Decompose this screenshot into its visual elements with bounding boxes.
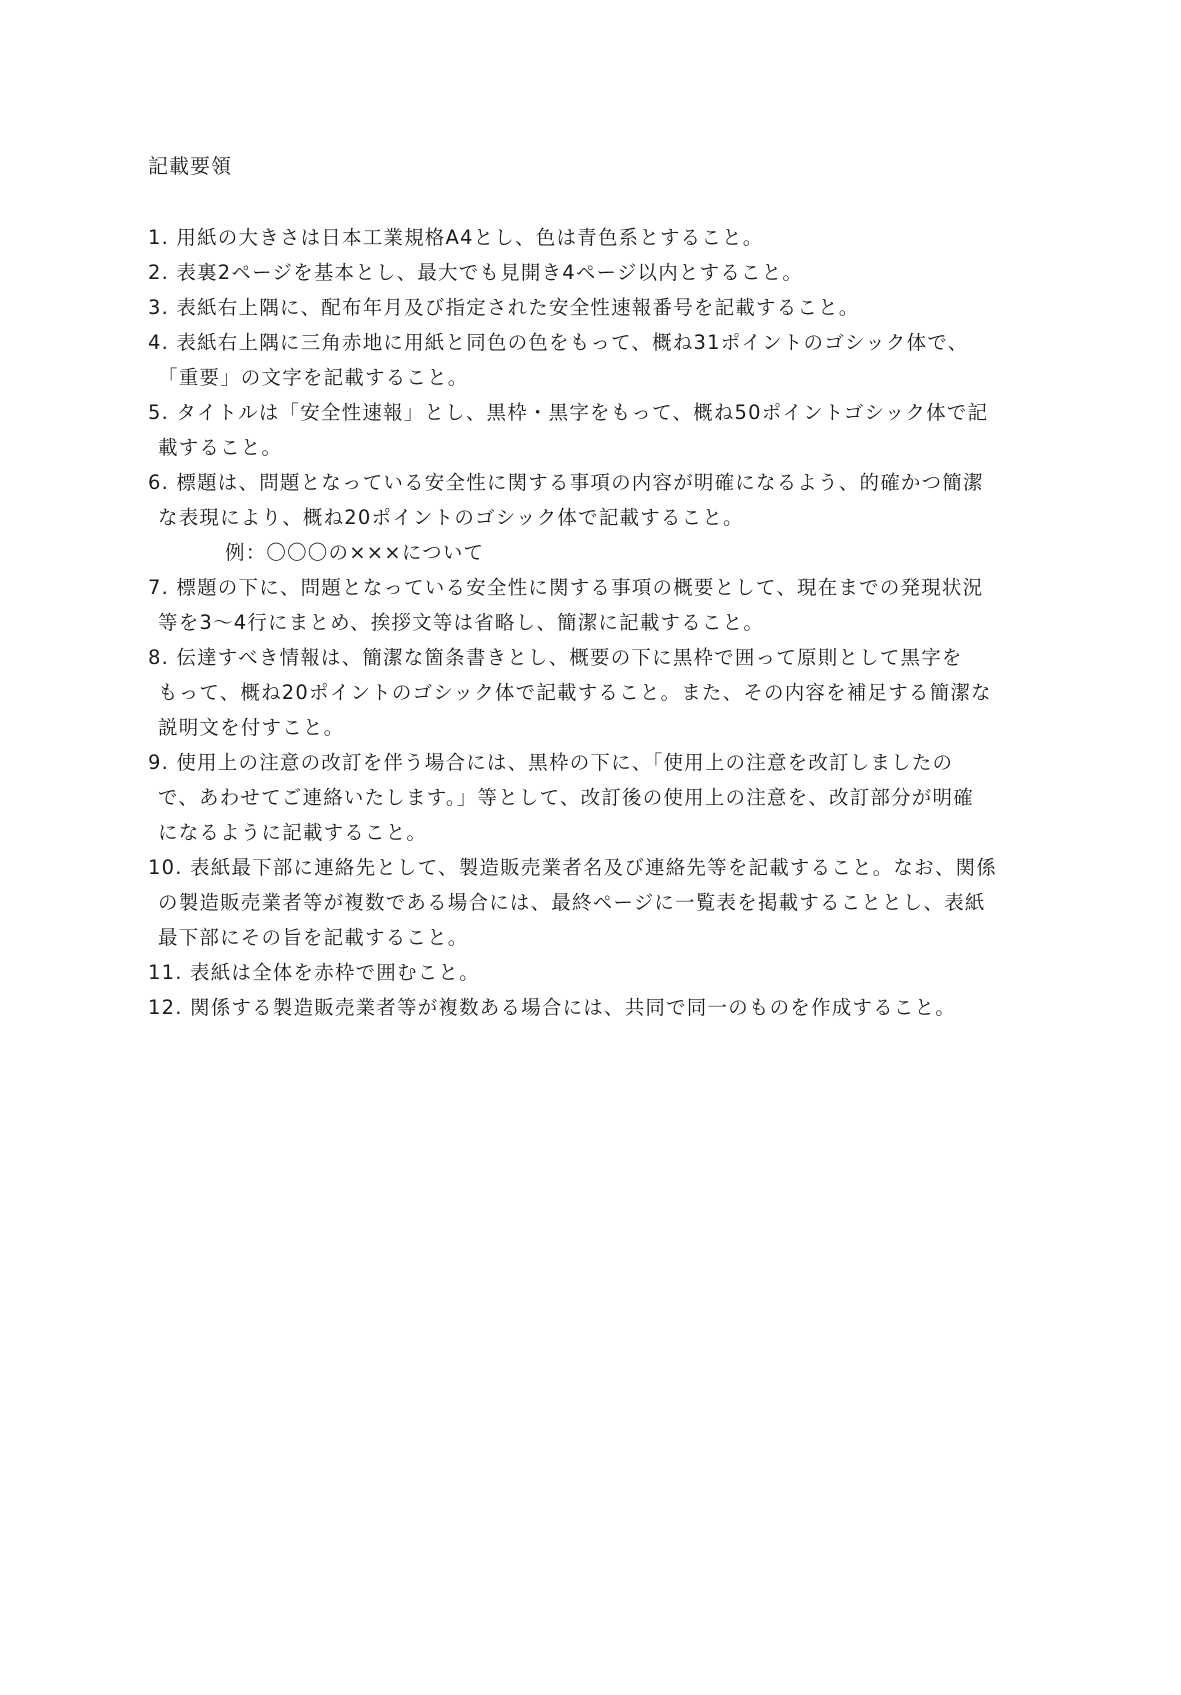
list-item-continuation: もって、概ね20ポイントのゴシック体で記載すること。また、その内容を補足する簡潔な — [158, 681, 992, 704]
list-item-continuation: 等を3～4行にまとめ、挨拶文等は省略し、簡潔に記載すること。 — [158, 611, 765, 634]
list-item-text: 12. 関係する製造販売業者等が複数ある場合には、共同で同一のものを作成すること。 — [148, 996, 956, 1019]
list-item-continuation: の製造販売業者等が複数である場合には、最終ページに一覧表を掲載することとし、表紙 — [158, 891, 986, 914]
list-item — [148, 745, 1038, 850]
list-item — [148, 395, 1038, 465]
list-item — [148, 990, 1038, 1025]
list-item-continuation: 載すること。 — [158, 436, 283, 459]
example-text: 例：〇〇〇の×××について — [225, 541, 485, 564]
list-item-text: 10. 表紙最下部に連絡先として、製造販売業者名及び連絡先等を記載すること。なお、関係 — [148, 856, 997, 879]
list-item-text: 5. タイトルは「安全性速報」とし、黒枠・黒字をもって、概ね50ポイントゴシック体で記 — [148, 401, 989, 424]
list-item-text: 4. 表紙右上隅に三角赤地に用紙と同色の色をもって、概ね31ポイントのゴシック体で、 — [148, 331, 969, 354]
list-item — [148, 570, 1038, 640]
list-item-continuation: 最下部にその旨を記載すること。 — [158, 926, 469, 949]
list-item-text: 8. 伝達すべき情報は、簡潔な箇条書きとし、概要の下に黒枠で囲って原則として黒字を — [148, 646, 963, 669]
list-item-text: 11. 表紙は全体を赤枠で囲むこと。 — [148, 961, 480, 984]
list-item — [148, 955, 1038, 990]
list-item-text: 6. 標題は、問題となっている安全性に関する事項の内容が明確になるよう、的確かつ簡潔 — [148, 471, 984, 494]
list-item — [148, 465, 1038, 570]
list-item-continuation: な表現により、概ね20ポイントのゴシック体で記載すること。 — [158, 506, 744, 529]
document-title: 記載要領 — [148, 154, 232, 178]
list-item-text: 9. 使用上の注意の改訂を伴う場合には、黒枠の下に、「使用上の注意を改訂しましたの — [148, 751, 954, 774]
list-item — [148, 325, 1038, 395]
list-item — [148, 640, 1038, 745]
list-item — [148, 850, 1038, 955]
list-item-text: 1. 用紙の大きさは日本工業規格A4とし、色は青色系とすること。 — [148, 226, 764, 249]
instruction-list — [148, 220, 1038, 1025]
list-item-text: 7. 標題の下に、問題となっている安全性に関する事項の概要として、現在までの発現状況 — [148, 576, 984, 599]
list-item-continuation: 説明文を付すこと。 — [158, 716, 345, 739]
list-item — [148, 255, 1038, 290]
list-item-continuation: になるように記載すること。 — [158, 821, 428, 844]
list-item-text: 3. 表紙右上隅に、配布年月及び指定された安全性速報番号を記載すること。 — [148, 296, 860, 319]
list-item-continuation: 「重要」の文字を記載すること。 — [158, 366, 469, 389]
list-item-text: 2. 表裏2ページを基本とし、最大でも見開き4ページ以内とすること。 — [148, 261, 804, 284]
list-item — [148, 220, 1038, 255]
list-item-continuation: で、あわせてご連絡いたします。」等として、改訂後の使用上の注意を、改訂部分が明確 — [158, 786, 974, 809]
list-item — [148, 290, 1038, 325]
